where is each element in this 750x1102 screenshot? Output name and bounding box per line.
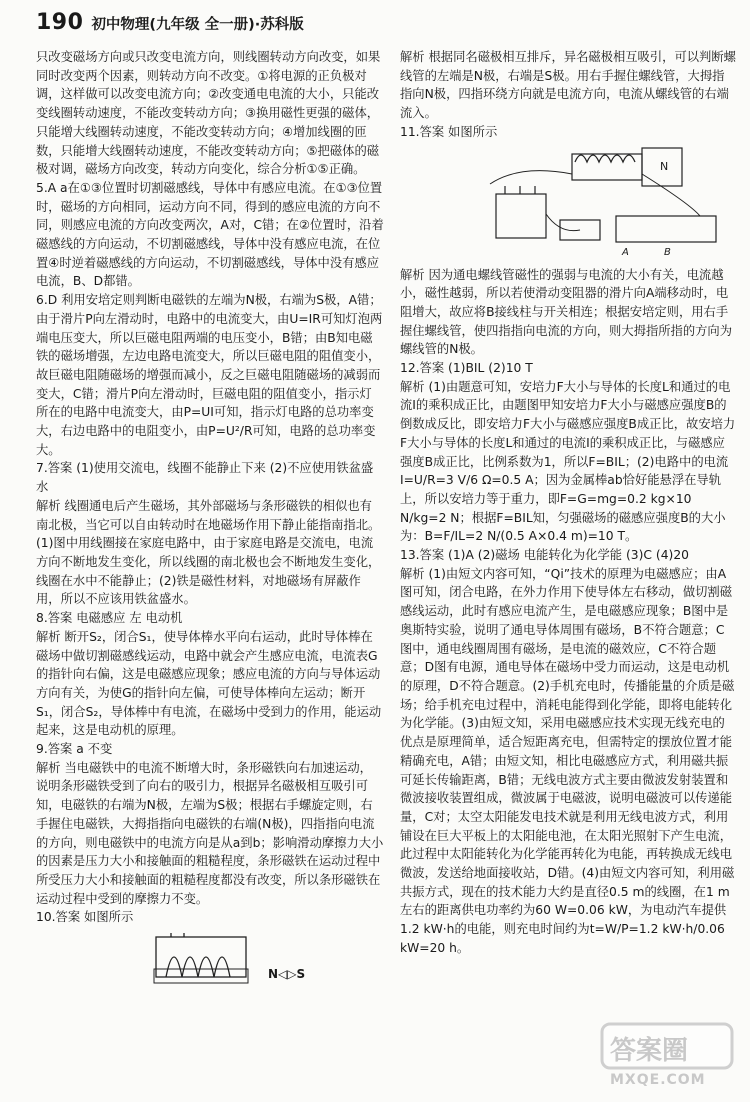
answer-13: 13.答案 (1)A (2)磁场 电能转化为化学能 (3)C (4)20 xyxy=(400,548,689,563)
answer-7: 7.答案 (1)使用交流电，线圈不能静止下来 (2)不应使用铁盆盛水 xyxy=(36,461,374,495)
watermark-logo xyxy=(600,1020,734,1092)
analysis-12: 解析 (1)由题意可知，安培力F大小与导体的长度L和通过的电流I的乘积成正比，由题图甲知安培力F大小与磁感应强度B的倒数成反比，即安培力F大小与磁感应强度B成正比，故安培力F大小与导体的长度L和通过的电流I的乘积成正比，与磁感应强度B成正比，比例系数为1，所以F=BIL；(2)电路中的电流I=U/R=3 V/6 Ω=0.5 A；因为金属棒ab恰好能悬浮在导轨上，所以安培力等于重力，即F=G=mg=0.2 kg×10 N/kg=2 N；根据F=BIL知，匀强磁场的磁感应强度B的大小为：B=F/IL=2 N/(0.5 A×0.4 m)=10 T。 xyxy=(400,379,736,544)
answer-10: 10.答案 如图所示 xyxy=(36,910,134,925)
answer-6: 6.D 利用安培定则判断电磁铁的左端为N极，右端为S极，A错；由于滑片P向左滑动时，电路中的电流变大，由U=IR可知灯泡两端电压变大，所以巨磁电阻两端的电压变小，B错；由B知电磁铁的磁场增强，左边电路电流变大，所以巨磁电阻的阻值变小，故巨磁电阻随磁场的增强而减小，反之巨磁电阻随磁场的减弱而变大，C错；滑片P向左滑动时，巨磁电阻的阻值变小，指示灯所在的电路中电流变大，由P=UI可知，指示灯电路的总功率变大，右边电路中的电阻变小，由P=U²/R可知，电路的总功率变大。 xyxy=(36,293,383,457)
answer-9: 9.答案 a 不变 xyxy=(36,742,113,757)
circuit-figure xyxy=(400,144,736,264)
analysis-13: 解析 (1)由短文内容可知，“Qi”技术的原理为电磁感应；由A图可知，闭合电路，在外力作用下使导体左右移动，做切割磁感线运动，此时有感应电流产生，是电磁感应现象；B图中是奥斯特实验，说明了通电导体周围有磁场，B不符合题意；C图中，通电线圈周围有磁场，是电流的磁效应，C不符合题意；D图有电源，通电导体在磁场中受力而运动，这是电动机的原理，D不符合题意。(2)手机充电时，传播能量的介质是磁场；给手机充电过程中，消耗电能得到化学能，即将电能转化为化学能。(3)由短文知，采用电磁感应技术实现无线充电的优点是原理简单，适合短距离充电，但需特定的摆放位置才能精确充电，A错；由短文知，相比电磁感应方式，利用磁共振可延长传输距离，B错；无线电波方式主要由微波发射装置和微波接收装置组成，微波属于电磁波，说明电磁波可以传递能量，C对；太空太阳能发电技术就是利用无线电波方式，利用铺设在巨大平板上的太阳能电池，在太阳光照射下产生电流，此过程中太阳能转化为化学能再转化为电能，再转换成无线电微波，发送给地面接收站，D错。(4)由短文内容可知，利用磁共振方式，现在的技术能力大约是直径0.5 m的线圈，在1 m左右的距离供电功率约为60 W=0.06 kW，为电动汽车提供1.2 kW·h的电能，则充电时间约为t=W/P=1.2 kW·h/0.06 kW=20 h。 xyxy=(400,566,735,955)
analysis-10: 解析 根据同名磁极相互排斥，异名磁极相互吸引，可以判断螺线管的左端是N极，右端是S极。用右手握住螺线管，大拇指指向N极，四指环绕方向就是电流方向，电流从螺线管的右端流入。 xyxy=(400,50,736,121)
magnet-label: N◁▷S xyxy=(268,967,306,982)
analysis-7: 解析 线圈通电后产生磁场，其外部磁场与条形磁铁的相似也有南北极，当它可以自由转动时在地磁场作用下静止能指南指北。(1)图中用线圈接在家庭电路中，由于家庭电路是交流电，电流方向不断地发生变化，所以线圈的南北极也会不断地发生变化，线圈在水中不能静止；(2)铁是磁性材料，对地磁场有屏蔽作用，所以不应该用铁盆盛水。 xyxy=(36,498,381,607)
right-column xyxy=(400,48,736,958)
watermark-text: 答案圈 xyxy=(610,1036,689,1066)
analysis-11: 解析 因为通电螺线管磁性的强弱与电流的大小有关，电流越小，磁性越弱，所以若使滑动变阻器的滑片向A端移动时，电阻增大，故应将B接线柱与开关相连；根据安培定则，用右手握住螺线管，使四指指向电流的方向，则大拇指所指的方向为螺线管的N极。 xyxy=(400,267,733,357)
page-number: 190 xyxy=(36,10,84,35)
solenoid-figure xyxy=(36,929,384,993)
paragraph: 只改变磁场方向或只改变电流方向，则线圈转动方向改变，如果同时改变两个因素，则转动方向不改变。①将电源的正负极对调，这样做可以改变电流方向；②改变通电电流的大小，只能改变线圈转动速度，不能改变转动方向；③换用磁性更强的磁体，只能增大线圈转动速度，不能改变转动方向；④增加线圈的匝数，只能增大线圈转动速度，不能改变转动方向；⑤把磁体的磁极对调，磁场方向改变，转动方向变化，综合分析①⑤正确。 xyxy=(36,50,381,177)
answer-8: 8.答案 电磁感应 左 电动机 xyxy=(36,611,183,626)
label-a: A xyxy=(622,246,629,258)
label-b: B xyxy=(664,246,671,258)
answer-12: 12.答案 (1)BIL (2)10 T xyxy=(400,361,533,376)
left-column xyxy=(36,48,384,995)
page-header xyxy=(36,10,304,42)
watermark-url: MXQE.COM xyxy=(610,1072,706,1088)
book-title: 初中物理(九年级 全一册)·苏科版 xyxy=(91,17,304,33)
label-n: N xyxy=(660,159,669,173)
analysis-9: 解析 当电磁铁中的电流不断增大时，条形磁铁向右加速运动，说明条形磁铁受到了向右的吸引力，根据异名磁极相互吸引可知，电磁铁的右端为N极，左端为S极；根据右手螺旋定则，右手握住电磁铁，大拇指指向电磁铁的右端(N极)，四指指向电流的方向，则电磁铁中的电流方向是从a到b；影响滑动摩擦力大小的因素是压力大小和接触面的粗糙程度，条形磁铁在运动过程中所受压力大小和接触面的粗糙程度都没有改变，所以条形磁铁在运动过程中受到的摩擦力不变。 xyxy=(36,760,384,906)
analysis-8: 解析 断开S₂，闭合S₁，使导体棒水平向右运动，此时导体棒在磁场中做切割磁感线运动，电路中就会产生感应电流，电流表G的指针向右偏，这是电磁感应现象；感应电流的方向与导体运动方向有关，为使G的指针向左偏，可使导体棒向左运动；断开S₁，闭合S₂，导体棒中有电流，在磁场中受到力的作用，能运动起来，这是电动机的原理。 xyxy=(36,629,382,738)
answer-11: 11.答案 如图所示 xyxy=(400,124,498,139)
answer-5: 5.A a在①③位置时切割磁感线，导体中有感应电流。在①③位置时，磁场的方向相同，运动方向不同，得到的感应电流的方向不同，则感应电流的方向改变两次，A对，C错；在②位置时，沿着磁感线的方向运动，不切割磁感线，导体中没有感应电流，在位置④时逆着磁感线的方向运动，不切割磁感线，导体中没有感应电流，B、D都错。 xyxy=(36,180,384,289)
